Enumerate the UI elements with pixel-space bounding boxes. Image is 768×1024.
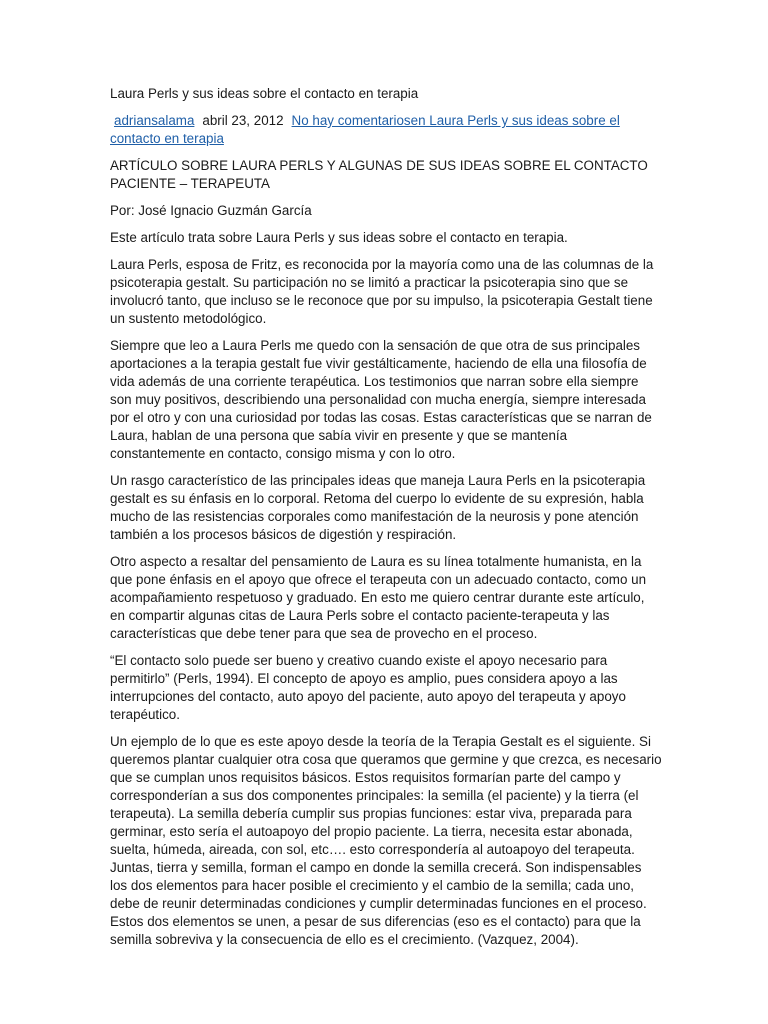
article-byline: Por: José Ignacio Guzmán García	[110, 203, 312, 218]
comments-link[interactable]: No hay comentariosen Laura Perls y sus ideas sobre el contacto en terapia	[110, 113, 620, 146]
post-meta	[110, 112, 662, 148]
article-paragraph: Otro aspecto a resaltar del pensamiento de Laura es su línea totalmente humanista, en la que pone énfasis en el apoyo que ofrece el terapeuta con un adecuado contacto, como un acompañamiento respetuoso y graduado. En esto me quiero centrar durante este artículo, en compartir algunas citas de Laura Perls sobre el contacto paciente-terapeuta y las características que debe tener para que sea de provecho en el proceso.	[110, 554, 647, 641]
article-paragraph: Siempre que leo a Laura Perls me quedo con la sensación de que otra de sus principales aportaciones a la terapia gestalt fue vivir gestálticamente, haciendo de ella una filosofía de vida además de una corriente terapéutica. Los testimonios que narran sobre ella siempre son muy positivos, describiendo una personalidad con mucha energía, siempre interesada por el otro y con una curiosidad por todas las cosas. Estas características que se narran de Laura, hablan de una persona que sabía vivir en presente y que se mantenía constantemente en contacto, consigo misma y con lo otro.	[110, 338, 652, 461]
article-paragraph: Laura Perls, esposa de Fritz, es reconocida por la mayoría como una de las columnas de la psicoterapia gestalt. Su participación no se limitó a practicar la psicoterapia sino que se involucró tanto, que incluso se le reconoce que por su impulso, la psicoterapia Gestalt tiene un sustento metodológico.	[110, 257, 654, 326]
article-paragraph: Un ejemplo de lo que es este apoyo desde la teoría de la Terapia Gestalt es el siguiente. Si queremos plantar cualquier otra cosa que queramos que germine y que crezca, es necesario que se cumplan unos requisitos básicos. Estos requisitos formarían parte del campo y corresponderían a sus dos componentes principales: la semilla (el paciente) y la tierra (el terapeuta). La semilla debería cumplir sus propias funciones: estar viva, preparada para germinar, esto sería el autoapoyo del propio paciente. La tierra, necesita estar abonada, suelta, húmeda, aireada, con sol, etc…. esto correspondería al autoapoyo del terapeuta. Juntas, tierra y semilla, forman el campo en donde la semilla crecerá. Son indispensables los dos elementos para hacer posible el crecimiento y el cambio de la semilla; cada uno, debe de reunir determinadas condiciones y cumplir determinadas funciones en el proceso. Estos dos elementos se unen, a pesar de sus diferencias (eso es el contacto) para que la semilla sobreviva y la consecuencia de ello es el crecimiento. (Vazquez, 2004).	[110, 734, 662, 947]
post-date: abril 23, 2012	[202, 113, 284, 128]
article-paragraph: “El contacto solo puede ser bueno y creativo cuando existe el apoyo necesario para permitirlo” (Perls, 1994). El concepto de apoyo es amplio, pues considera apoyo a las interrupciones del contacto, auto apoyo del paciente, auto apoyo del terapeuta y apoyo terapéutico.	[110, 653, 626, 722]
article-heading: ARTÍCULO SOBRE LAURA PERLS Y ALGUNAS DE SUS IDEAS SOBRE EL CONTACTO PACIENTE – TERAPEUTA	[110, 158, 648, 191]
author-link[interactable]: adriansalama	[114, 113, 195, 128]
article-paragraph: Un rasgo característico de las principales ideas que maneja Laura Perls en la psicoterapia gestalt es su énfasis en lo corporal. Retoma del cuerpo lo evidente de su expresión, habla mucho de las resistencias corporales como manifestación de la neurosis y pone atención también a los procesos básicos de digestión y respiración.	[110, 473, 646, 542]
document-page	[110, 85, 662, 958]
article-paragraph: Este artículo trata sobre Laura Perls y sus ideas sobre el contacto en terapia.	[110, 230, 568, 245]
post-title: Laura Perls y sus ideas sobre el contacto en terapia	[110, 86, 419, 101]
